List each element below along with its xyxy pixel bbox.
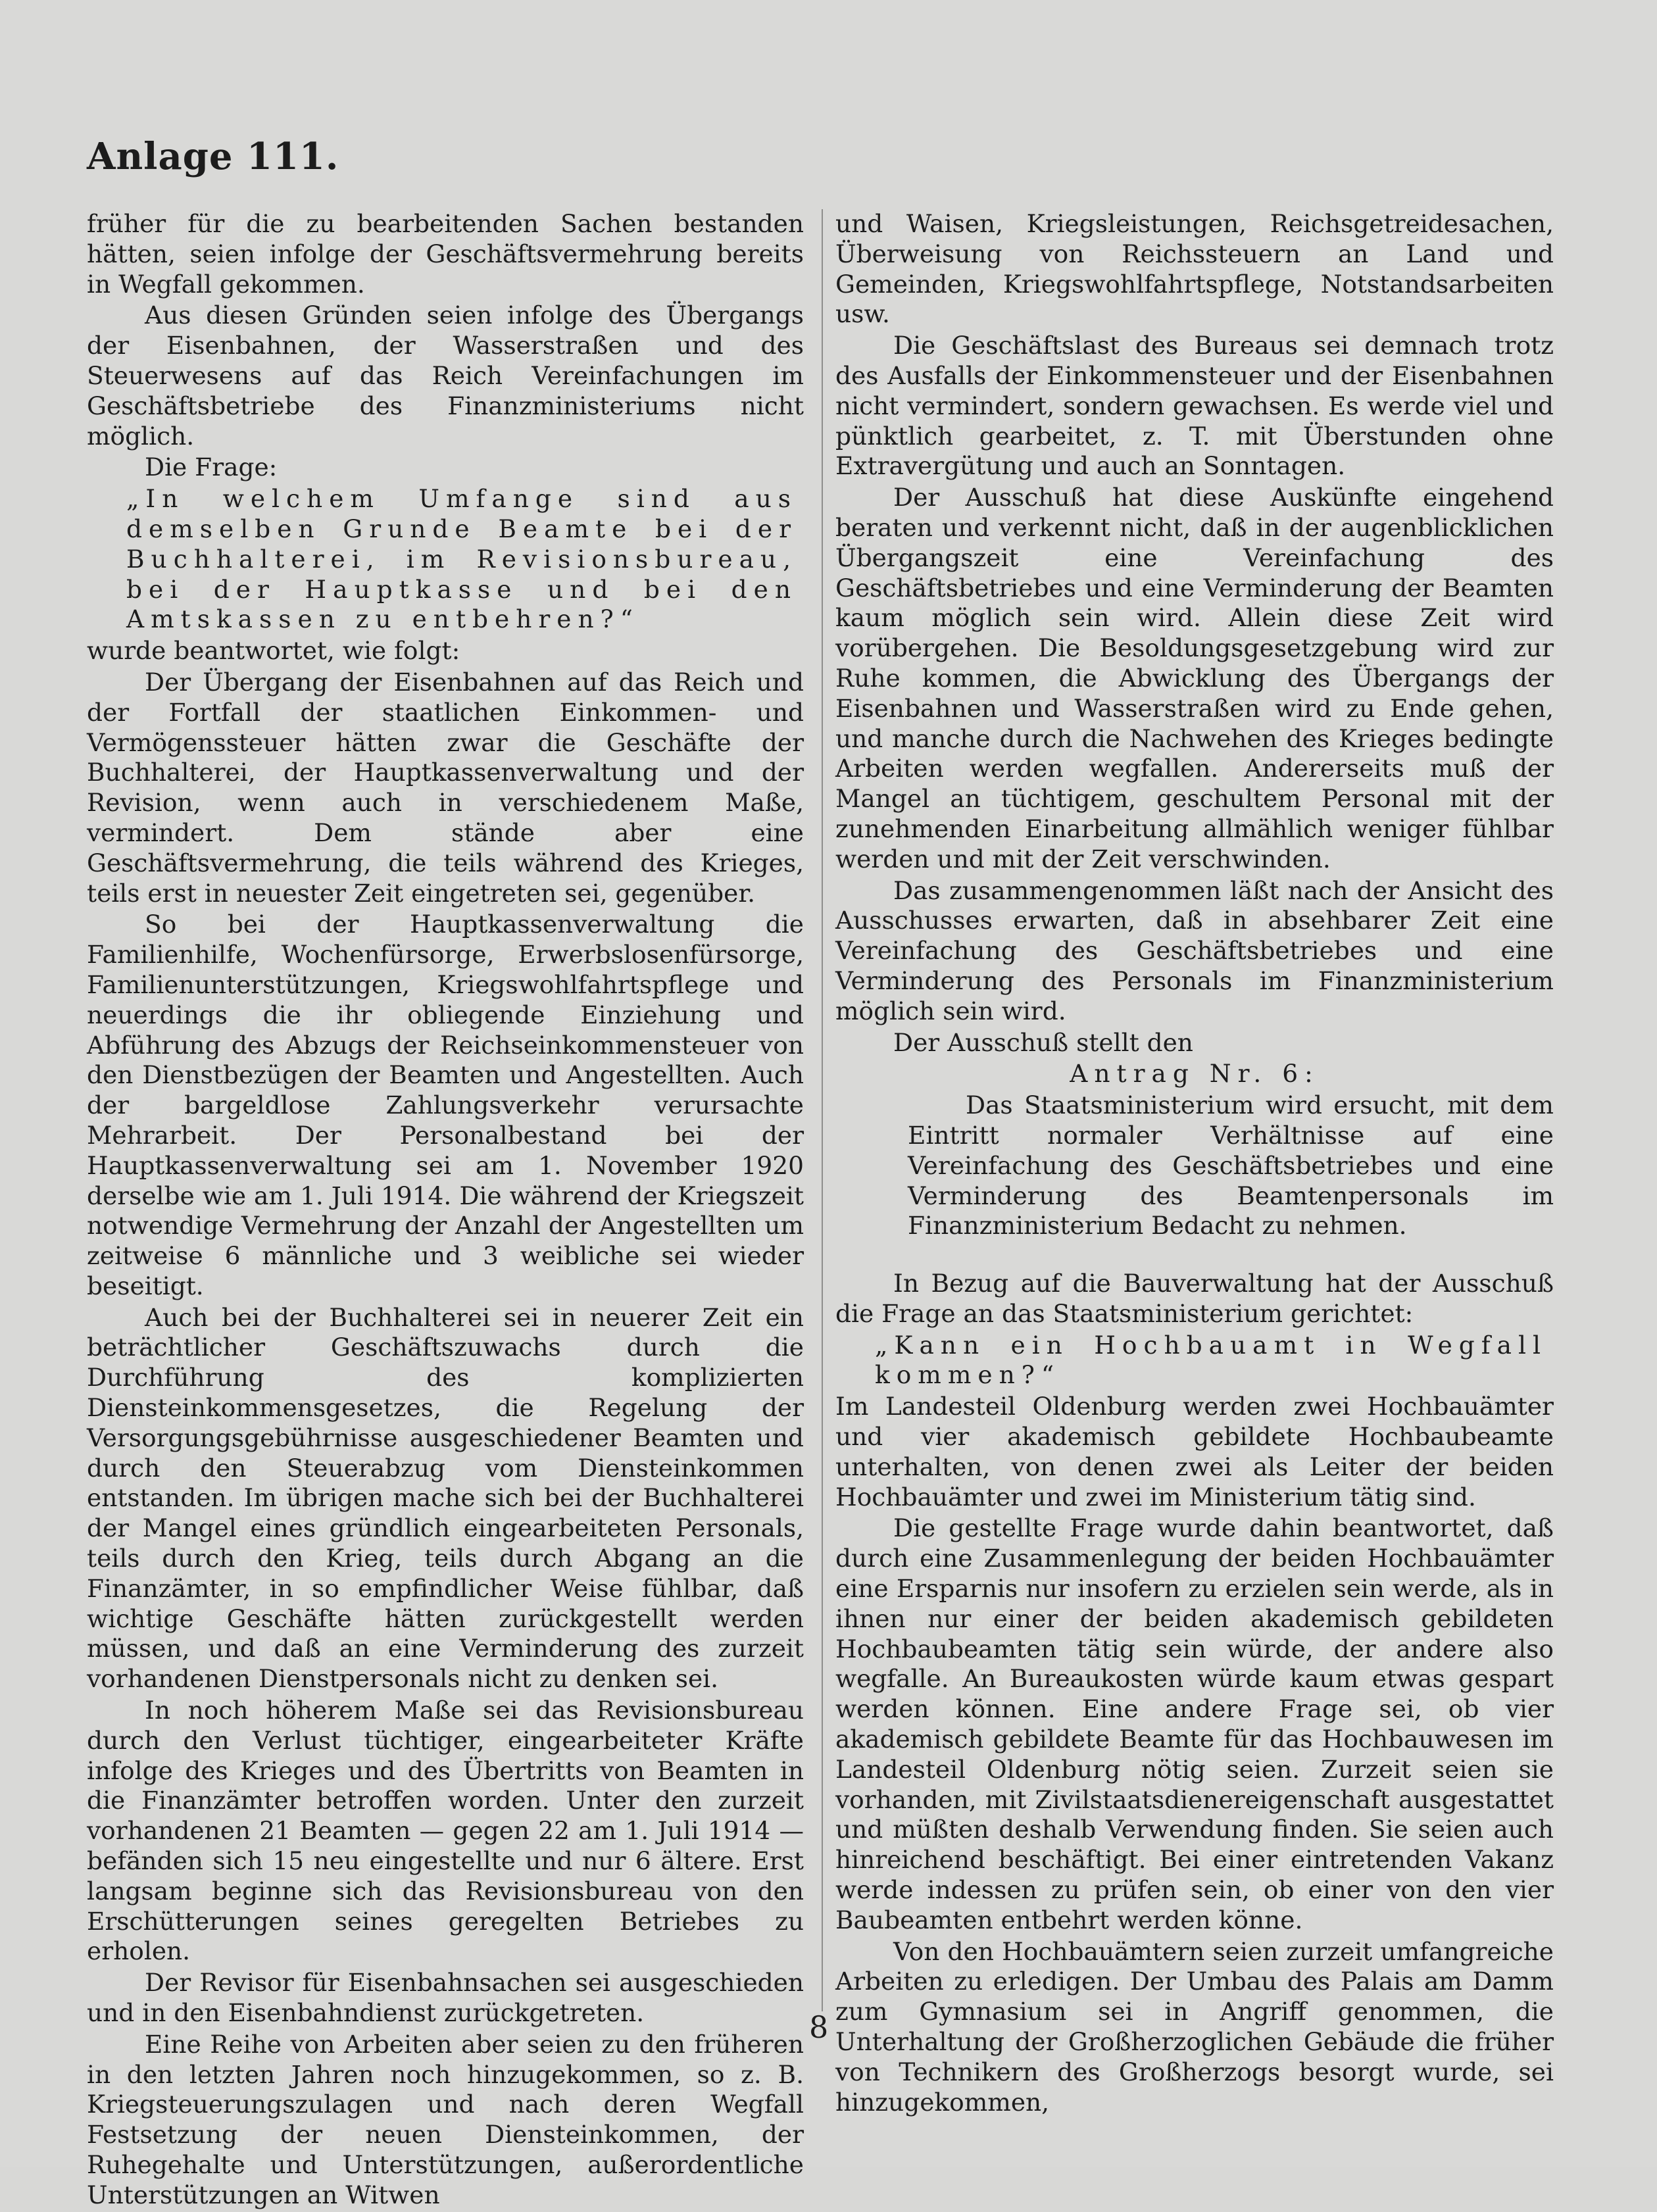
paragraph: In noch höherem Maße sei das Revisionsbureau durch den Verlust tüchtiger, eingearbeiteter Kräfte infolge des Krieges und des Übertritts von Beamten in die Finanzämter betroffen worden. Unter den zurzeit vorhandenen 21 Beamten — gegen 22 am 1. Juli 1914 — befänden sich 15 neu eingestellte und nur 6 ältere. Erst langsam beginne sich das Revisionsbureau von den Erschütterungen seines geregelten Betriebes zu erholen. bbox=[87, 1696, 804, 1966]
paragraph: Die gestellte Frage wurde dahin beantwortet, daß durch eine Zusammenlegung der beiden Hochbauämter eine Ersparnis nur insofern zu erzielen sein werde, als in ihnen nur einer der beiden akademisch gebildeten Hochbaubeamten tätig sein würde, der andere also wegfalle. An Bureaukosten würde kaum etwas gespart werden können. Eine andere Frage sei, ob vier akademisch gebildete Beamte für das Hochbauwesen im Landesteil Oldenburg nötig seien. Zurzeit seien sie vorhanden, mit Zivilstaatsdienereigenschaft ausgestattet und müßten deshalb Verwendung finden. Sie seien auch hinreichend beschäftigt. Bei einer eintretenden Vakanz werde indessen zu prüfen sein, ob einer von den vier Baubeamten entbehrt werden könne. bbox=[835, 1513, 1554, 1934]
paragraph: Der Revisor für Eisenbahnsachen sei ausgeschieden und in den Eisenbahndienst zurückgetreten. bbox=[87, 1968, 804, 2028]
paragraph: Die Frage: bbox=[145, 453, 278, 482]
paragraph: So bei der Hauptkassenverwaltung die Familienhilfe, Wochenfürsorge, Erwerbslosenfürsorge, Familienunterstützungen, Kriegswohlfahrtspflege und neuerdings die ihr obliegende Einziehung und Abführung des Abzugs der Reichseinkommensteuer von den Dienstbezügen der Beamten und Angestellten. Auch der bargeldlose Zahlungsverkehr verursachte Mehrarbeit. Der Personalbestand bei der Hauptkassenverwaltung sei am 1. November 1920 derselbe wie am 1. Juli 1914. Die während der Kriegszeit notwendige Vermehrung der Anzahl der Angestellten um zeitweise 6 männliche und 3 weibliche sei wieder beseitigt. bbox=[87, 910, 804, 1300]
paragraph: Das zusammengenommen läßt nach der Ansicht des Ausschusses erwarten, daß in absehbarer Zeit eine Vereinfachung des Geschäftsbetriebes und eine Verminderung des Personals im Finanzministerium möglich sein wird. bbox=[835, 875, 1554, 1025]
question-quote: „In welchem Umfange sind aus demselben Grunde Beamte bei der Buchhalterei, im Revisionsbureau, bei der Hauptkasse und bei den Amtskassen zu entbehren?“ bbox=[126, 484, 797, 634]
paragraph: Eine Reihe von Arbeiten aber seien zu den früheren in den letzten Jahren noch hinzugekommen, so z. B. Kriegsteuerungszulagen und nach deren Wegfall Festsetzung der neuen Diensteinkommen, der Ruhegehalte und Unterstützungen, außerordentliche Unterstützungen an Witwen bbox=[87, 2029, 804, 2209]
paragraph: wurde beantwortet, wie folgt: bbox=[87, 636, 460, 666]
paragraph: Der Ausschuß hat diese Auskünfte eingehend beraten und verkennt nicht, daß in der augenblicklichen Übergangszeit eine Vereinfachung des Geschäftsbetriebes und eine Verminderung der Beamten kaum möglich sein wird. Allein diese Zeit wird vorübergehen. Die Besoldungsgesetzgebung wird zur Ruhe kommen, die Abwicklung des Übergangs der Eisenbahnen und Wasserstraßen wird zu Ende gehen, und manche durch die Nachwehen des Krieges bedingte Arbeiten werden wegfallen. Andererseits muß der Mangel an tüchtigem, geschultem Personal mit der zunehmenden Einarbeitung allmählich weniger fühlbar werden und mit der Zeit verschwinden. bbox=[835, 483, 1554, 873]
page-number: 8 bbox=[809, 2009, 829, 2045]
paragraph: früher für die zu bearbeitenden Sachen bestanden hätten, seien infolge der Geschäftsvermehrung bereits in Wegfall gekommen. bbox=[87, 209, 804, 299]
question-quote: „Kann ein Hochbauamt in Wegfall kommen?“ bbox=[875, 1330, 1547, 1390]
motion-heading: Antrag Nr. 6: bbox=[1070, 1059, 1320, 1089]
paragraph: Aus diesen Gründen seien infolge des Übergangs der Eisenbahnen, der Wasserstraßen und des Steuerwesens auf das Reich Vereinfachungen im Geschäftsbetriebe des Finanzministeriums nicht möglich. bbox=[87, 301, 804, 451]
paragraph: In Bezug auf die Bauverwaltung hat der Ausschuß die Frage an das Staatsministerium gerichtet: bbox=[835, 1269, 1554, 1328]
paragraph: und Waisen, Kriegsleistungen, Reichsgetreidesachen, Überweisung von Reichssteuern an Land und Gemeinden, Kriegswohlfahrtspflege, Notstandsarbeiten usw. bbox=[835, 209, 1554, 329]
right-column bbox=[835, 209, 1554, 2119]
paragraph: Von den Hochbauämtern seien zurzeit umfangreiche Arbeiten zu erledigen. Der Umbau des Palais am Damm zum Gymnasium sei in Angriff genommen, die Unterhaltung der Großherzoglichen Gebäude die früher von Technikern des Großherzogs besorgt wurde, sei hinzugekommen, bbox=[835, 1936, 1554, 2117]
paragraph: Im Landesteil Oldenburg werden zwei Hochbauämter und vier akademisch gebildete Hochbaubeamte unterhalten, von denen zwei als Leiter der beiden Hochbauämter und zwei im Ministerium tätig sind. bbox=[835, 1392, 1554, 1512]
section-gap bbox=[835, 1242, 1554, 1269]
paragraph: Die Geschäftslast des Bureaus sei demnach trotz des Ausfalls der Einkommensteuer und der Eisenbahnen nicht vermindert, sondern gewachsen. Es werde viel und pünktlich gearbeitet, z. T. mit Überstunden ohne Extravergütung und auch an Sonntagen. bbox=[835, 331, 1554, 481]
page-header-title: Anlage 111. bbox=[87, 135, 339, 178]
paragraph: Der Übergang der Eisenbahnen auf das Reich und der Fortfall der staatlichen Einkommen- und Vermögenssteuer hätten zwar die Geschäfte der Buchhalterei, der Hauptkassenverwaltung und der Revision, wenn auch in verschiedenem Maße, vermindert. Dem stände aber eine Geschäftsvermehrung, die teils während des Krieges, teils erst in neuester Zeit eingetreten sei, gegenüber. bbox=[87, 667, 804, 908]
column-divider bbox=[822, 209, 823, 2011]
paragraph: Auch bei der Buchhalterei sei in neuerer Zeit ein beträchtlicher Geschäftszuwachs durch die Durchführung des komplizierten Diensteinkommensgesetzes, die Regelung der Versorgungsgebührnisse ausgeschiedener Beamten und durch den Steuerabzug vom Diensteinkommen entstanden. Im übrigen mache sich bei der Buchhalterei der Mangel eines gründlich eingearbeiteten Personals, teils durch den Krieg, teils durch Abgang an die Finanzämter, in so empfindlicher Weise fühlbar, daß wichtige Geschäfte hätten zurückgestellt werden müssen, und daß an eine Verminderung des zurzeit vorhandenen Dienstpersonals nicht zu denken sei. bbox=[87, 1302, 804, 1694]
motion-text: Das Staatsministerium wird ersucht, mit dem Eintritt normaler Verhältnisse auf eine Vereinfachung des Geschäftsbetriebes und eine Verminderung des Beamtenpersonals im Finanzministerium Bedacht zu nehmen. bbox=[908, 1091, 1554, 1241]
paragraph: Der Ausschuß stellt den bbox=[893, 1027, 1193, 1057]
left-column bbox=[87, 209, 804, 2212]
